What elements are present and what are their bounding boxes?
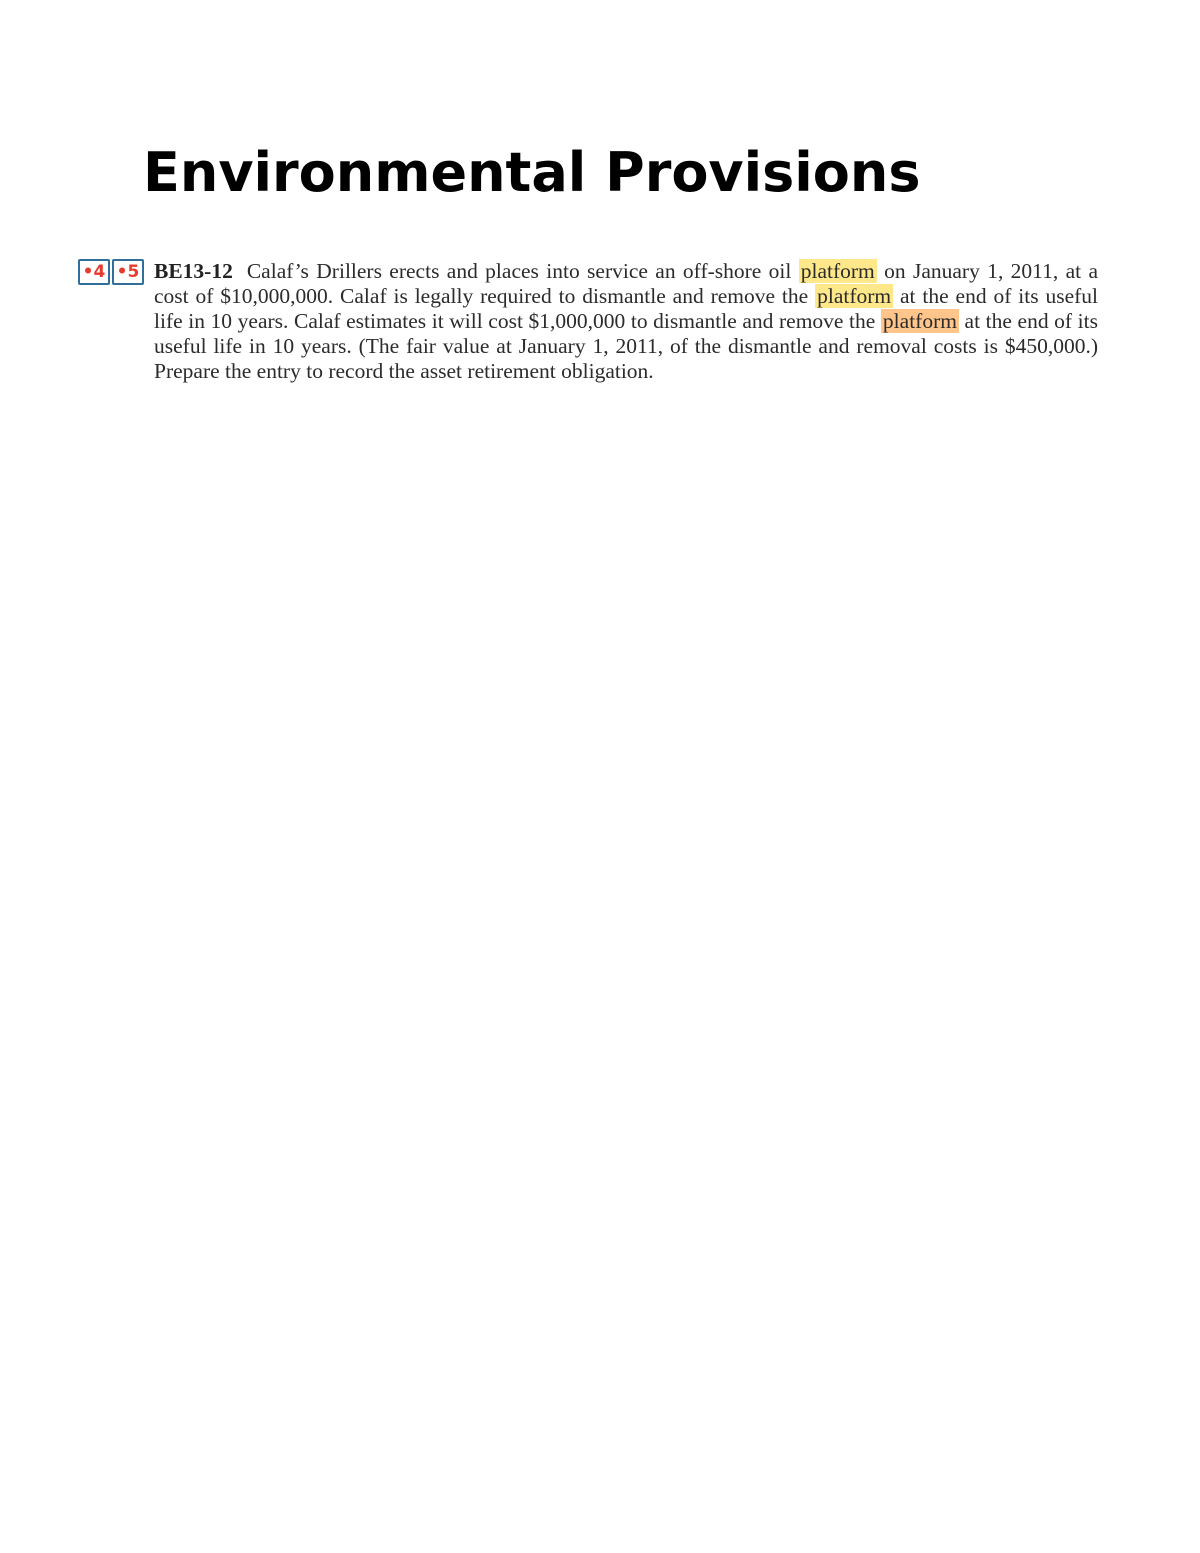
search-highlight[interactable]: platform <box>817 284 892 308</box>
exercise-text-segment: at the end of its useful life in 10 years. Calaf estimates it will cost $1,000,000 to dismantle and remove the <box>154 284 1098 333</box>
exercise-text-segment: Calaf’s Drillers erects and places into service an off-shore oil <box>246 259 799 283</box>
learning-objectives <box>78 259 144 285</box>
exercise-text-segment: on January 1, 2011, at a cost of $10,000,000. Calaf is legally required to dismantle and remove the <box>154 259 1099 308</box>
exercise-text <box>154 259 1098 384</box>
search-highlight[interactable]: platform <box>800 259 875 283</box>
objective-badge: •4 <box>78 259 110 285</box>
exercise-id: BE13-12 <box>154 259 233 283</box>
search-highlight-current[interactable]: platform <box>882 309 957 333</box>
exercise-text-segment: at the end of its useful life in 10 years. (The fair value at January 1, 2011, of the dismantle and removal costs is $450,000.) Prepare the entry to record the asset retirement obligation. <box>154 309 1098 383</box>
objective-badge: •5 <box>112 259 144 285</box>
page-title: Environmental Provisions <box>143 141 921 204</box>
